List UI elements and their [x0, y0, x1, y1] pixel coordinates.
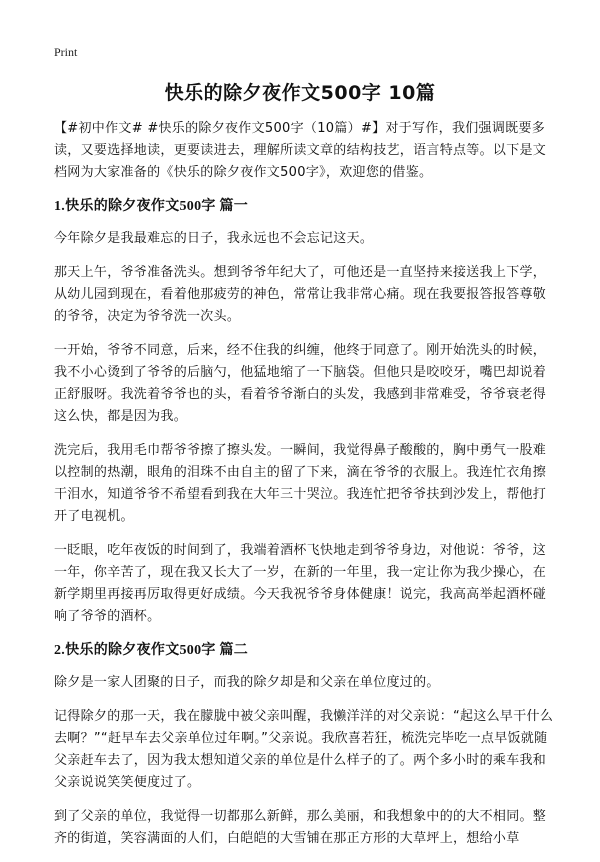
- print-label[interactable]: Print: [54, 45, 78, 59]
- paragraph: 到了父亲的单位，我觉得一切都那么新鲜，那么美丽，和我想象中的的大不相同。整齐的街道，笑容满面的人们，白皑皑的大雪铺在那正方形的大草坪上，想给小草: [54, 809, 547, 846]
- page-title: 快乐的除夕夜作文500字 10篇: [164, 82, 436, 104]
- paragraph: 除夕是一家人团聚的日子，而我的除夕却是和父亲在单位度过的。: [54, 675, 440, 690]
- paragraph: 洗完后，我用毛巾帮爷爷擦了擦头发。一瞬间，我觉得鼻子酸酸的，胸中勇气一股难以控制的热潮，眼角的泪珠不由自主的留了下来，滴在爷爷的衣服上。我连忙衣角擦干泪水，知道爷爷不希望看到我在大年三十哭泣。我连忙把爷爷扶到沙发上，帮他打开了电视机。: [54, 443, 547, 524]
- paragraph: 一开始，爷爷不同意，后来，经不住我的纠缠，他终于同意了。刚开始洗头的时候，我不小心烫到了爷爷的后脑勺，他猛地缩了一下脑袋。但他只是咬咬牙，嘴巴却说着正舒服呀。我洗着爷爷也的头，看着爷爷渐白的头发，我感到非常难受，爷爷衰老得这么快，都是因为我。: [54, 343, 547, 424]
- paragraph: 记得除夕的那一天，我在朦胧中被父亲叫醒，我懒洋洋的对父亲说：“起这么早干什么去啊？”“赶早车去父亲单位过年啊。”父亲说。我欣喜若狂，梳洗完毕吃一点早饭就随父亲赶车去了，因为我太想知道父亲的单位是什么样子的了。两个多小时的乘车我和父亲说说笑笑便度过了。: [54, 709, 554, 790]
- paragraph: 一眨眼，吃年夜饭的时间到了，我端着酒杯飞快地走到爷爷身边，对他说：爷爷，这一年，你辛苦了，现在我又长大了一岁，在新的一年里，我一定让你为我少操心，在新学期里再接再厉取得更好成绩。今天我祝爷爷身体健康！说完，我高高举起酒杯碰响了爷爷的酒杯。: [54, 543, 547, 624]
- intro-paragraph: 【#初中作文# #快乐的除夕夜作文500字（10篇）#】对于写作，我们强调既要多读，又要选择地读，更要读进去，理解所读文章的结构技艺，语言特点等。以下是文档网为大家准备的《快乐的除夕夜作文500字》，欢迎您的借鉴。: [54, 121, 547, 180]
- paragraph: 今年除夕是我最难忘的日子，我永远也不会忘记这天。: [54, 231, 374, 246]
- section-heading: 1.快乐的除夕夜作文500字 篇一: [54, 199, 249, 214]
- paragraph: 那天上午，爷爷准备洗头。想到爷爷年纪大了，可他还是一直坚持来接送我上下学，从幼儿园到现在，看着他那疲劳的神色，常常让我非常心痛。现在我要报答报答尊敬的爷爷，决定为爷爷洗一次头。: [54, 265, 547, 324]
- section-heading: 2.快乐的除夕夜作文500字 篇二: [54, 643, 249, 658]
- article-body: [54, 118, 558, 862]
